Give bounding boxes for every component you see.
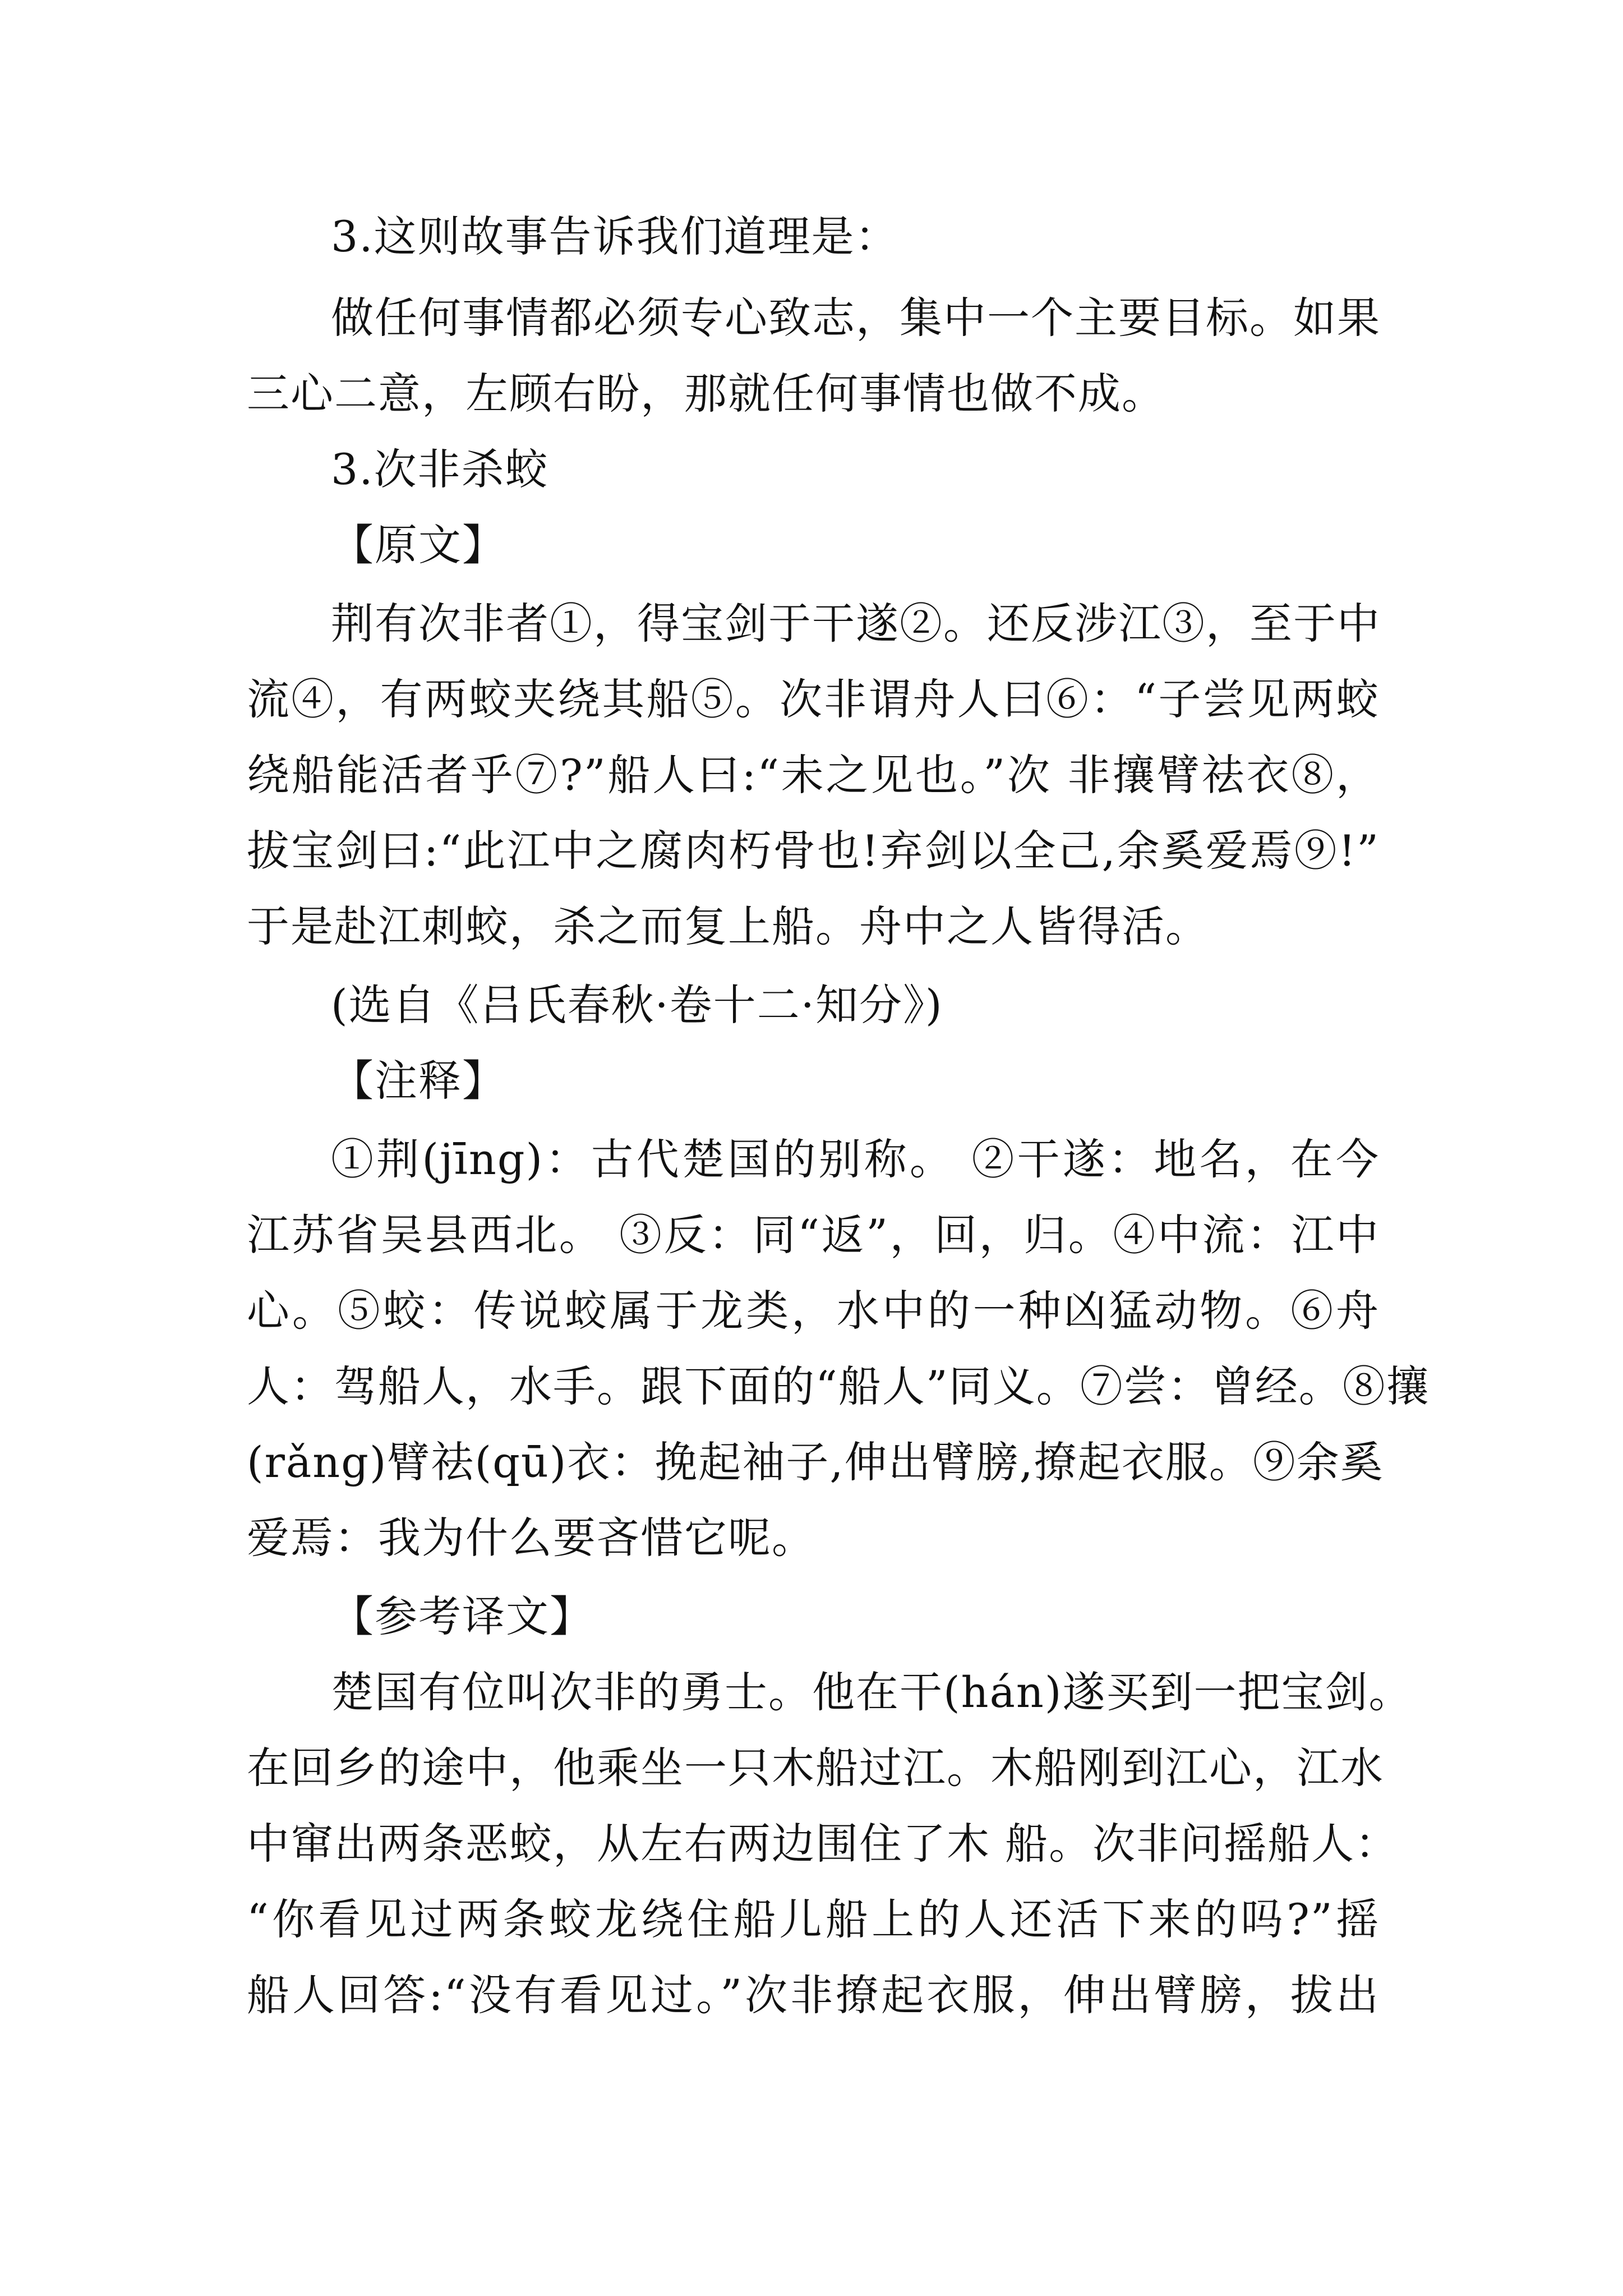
- section-label-original: 【原文】: [331, 520, 506, 570]
- paragraph-line: 做任何事情都必须专心致志，集中一个主要目标。如果: [331, 293, 1381, 343]
- paragraph-line: 船人回答:“没有看见过。”次非撩起衣服，伸出臂膀，拔出: [247, 1970, 1380, 2020]
- paragraph-line: 在回乡的途中，他乘坐一只木船过江。木船刚到江心，江水: [247, 1743, 1384, 1793]
- paragraph-line: “你看见过两条蛟龙绕住船儿船上的人还活下来的吗?”摇: [247, 1894, 1380, 1944]
- paragraph-line: 拔宝剑曰:“此江中之腐肉朽骨也!弃剑以全己,余奚爱焉⑨!”: [247, 826, 1380, 876]
- paragraph-line: 绕船能活者乎⑦?”船人曰:“未之见也。”次 非攘臂祛衣⑧，: [247, 750, 1380, 800]
- paragraph-line: 三心二意，左顾右盼，那就任何事情也做不成。: [247, 369, 1165, 418]
- section-label-notes: 【注释】: [331, 1056, 506, 1106]
- paragraph-line: ①荆(jīng)：古代楚国的别称。 ②干遂：地名，在今: [331, 1134, 1380, 1184]
- source-citation: (选自《吕氏春秋·卷十二·知分》): [331, 980, 943, 1030]
- paragraph-line: 于是赴江刺蛟，杀之而复上船。舟中之人皆得活。: [247, 901, 1209, 951]
- paragraph-line: (rǎng)臂祛(qū)衣：挽起袖子,伸出臂膀,撩起衣服。⑨余奚: [247, 1437, 1384, 1487]
- paragraph-line: 爱焉：我为什么要吝惜它呢。: [247, 1513, 815, 1563]
- paragraph-line: 江苏省吴县西北。 ③反：同“返”，回，归。④中流：江中: [247, 1210, 1380, 1260]
- story-title: 3.次非杀蛟: [331, 444, 549, 494]
- paragraph-line: 楚国有位叫次非的勇士。他在干(hán)遂买到一把宝剑。: [331, 1667, 1413, 1717]
- paragraph-line: 荆有次非者①，得宝剑于干遂②。还反涉江③，至于中: [331, 599, 1381, 648]
- paragraph-line: 人：驾船人，水手。跟下面的“船人”同义。⑦尝：曾经。⑧攘: [247, 1361, 1430, 1411]
- paragraph-line: 心。⑤蛟：传说蛟属于龙类，水中的一种凶猛动物。⑥舟: [247, 1286, 1380, 1336]
- paragraph-line: 中窜出两条恶蛟，从左右两边围住了木 船。次非问摇船人：: [247, 1819, 1399, 1869]
- section-label-translation: 【参考译文】: [331, 1591, 593, 1641]
- section-heading-moral: 3.这则故事告诉我们道理是：: [331, 211, 899, 261]
- paragraph-line: 流④，有两蛟夹绕其船⑤。次非谓舟人曰⑥：“子尝见两蛟: [247, 674, 1380, 724]
